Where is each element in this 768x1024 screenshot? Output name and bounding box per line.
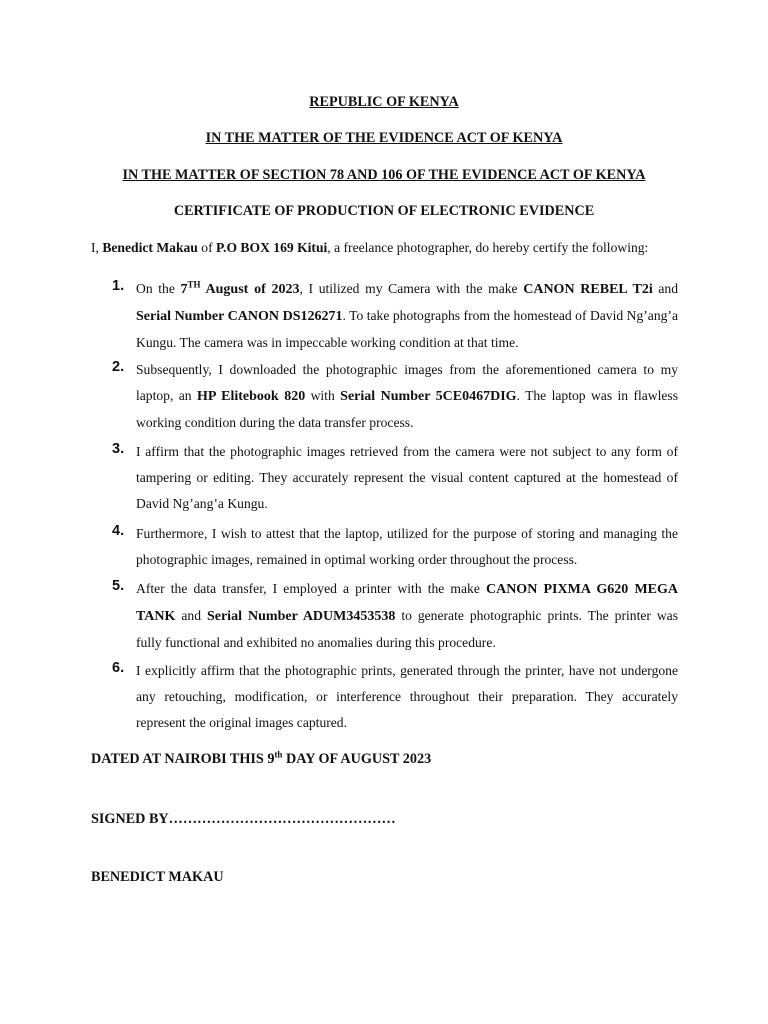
- list-number: 2.: [112, 359, 125, 375]
- list-item-text: I affirm that the photographic images retrieved from the camera were not subject to any form of tampering or editing. They accurately represent the visual content captured at the homestead of David Ng’ang’a Kungu.: [136, 444, 678, 511]
- header-evidence-act: IN THE MATTER OF THE EVIDENCE ACT OF KENYA: [205, 130, 563, 146]
- date-rest: August of 2023: [200, 282, 300, 297]
- date-suffix: TH: [187, 279, 201, 290]
- header-sections: IN THE MATTER OF SECTION 78 AND 106 OF THE EVIDENCE ACT OF KENYA: [122, 167, 646, 183]
- list-item-text: [136, 357, 678, 436]
- date-day: 7: [180, 282, 188, 297]
- camera-make: CANON REBEL T2i: [523, 282, 653, 297]
- camera-serial: Serial Number CANON DS126271: [136, 309, 343, 324]
- intro-prefix: I,: [91, 240, 103, 255]
- item-text-part: Subsequently, I downloaded the photographic images from the aforementioned camera to my laptop, an: [136, 362, 678, 403]
- certificate-title: CERTIFICATE OF PRODUCTION OF ELECTRONIC EVIDENCE: [173, 203, 595, 219]
- item-text-part: On the: [136, 281, 181, 296]
- intro-paragraph: [91, 238, 691, 258]
- printer-make: CANON PIXMA G620 MEGA TANK: [136, 582, 678, 624]
- list-item-text: I explicitly affirm that the photographic prints, generated through the printer, have not undergone any retouching, modification, or interference throughout their preparation. They accurately represent the original images captured.: [136, 663, 678, 730]
- item-text-part: . The laptop was in flawless working condition during the data transfer process.: [136, 388, 678, 430]
- printer-serial: Serial Number ADUM3453538: [206, 609, 396, 624]
- signed-by-line: SIGNED BY…………………………………………: [91, 811, 396, 827]
- laptop-serial: Serial Number 5CE0467DIG: [340, 389, 517, 404]
- certifier-address: P.O BOX 169 Kitui: [216, 240, 328, 255]
- list-item-text: Furthermore, I wish to attest that the laptop, utilized for the purpose of storing and managing the photographic images, remained in optimal working order throughout the process.: [136, 526, 678, 567]
- list-number: 1.: [112, 278, 125, 294]
- item-text-part: , I utilized my Camera with the make: [299, 281, 524, 296]
- list-number: 6.: [112, 660, 125, 676]
- list-number: 4.: [112, 523, 125, 539]
- item-text-part: to generate photographic prints. The printer was fully functional and exhibited no anomalies during this procedure.: [136, 608, 678, 650]
- item-text-part: and: [175, 608, 207, 623]
- list-item-text: [136, 576, 678, 656]
- list-item-text: [136, 276, 678, 356]
- list-number: 3.: [112, 441, 125, 457]
- item-text-part: . To take photographs from the homestead of David Ng’ang’a Kungu. The camera was in impeccable working condition at that time.: [136, 308, 678, 350]
- dated-day-suffix: th: [274, 749, 283, 760]
- signatory-name: BENEDICT MAKAU: [91, 869, 224, 885]
- intro-of: of: [197, 240, 216, 255]
- dated-prefix: DATED AT NAIROBI THIS 9: [91, 751, 275, 767]
- list-number: 5.: [112, 578, 125, 594]
- dated-suffix: DAY OF AUGUST 2023: [282, 751, 432, 767]
- item-text-part: and: [652, 281, 678, 296]
- laptop-model: HP Elitebook 820: [196, 389, 306, 404]
- intro-rest: , a freelance photographer, do hereby certify the following:: [327, 240, 649, 255]
- item-text-part: with: [305, 388, 341, 403]
- header-republic: REPUBLIC OF KENYA: [309, 94, 459, 110]
- dated-line: [91, 750, 431, 768]
- certifier-name: Benedict Makau: [102, 240, 198, 255]
- item-text-part: After the data transfer, I employed a printer with the make: [136, 581, 486, 596]
- photo-date: [180, 279, 300, 297]
